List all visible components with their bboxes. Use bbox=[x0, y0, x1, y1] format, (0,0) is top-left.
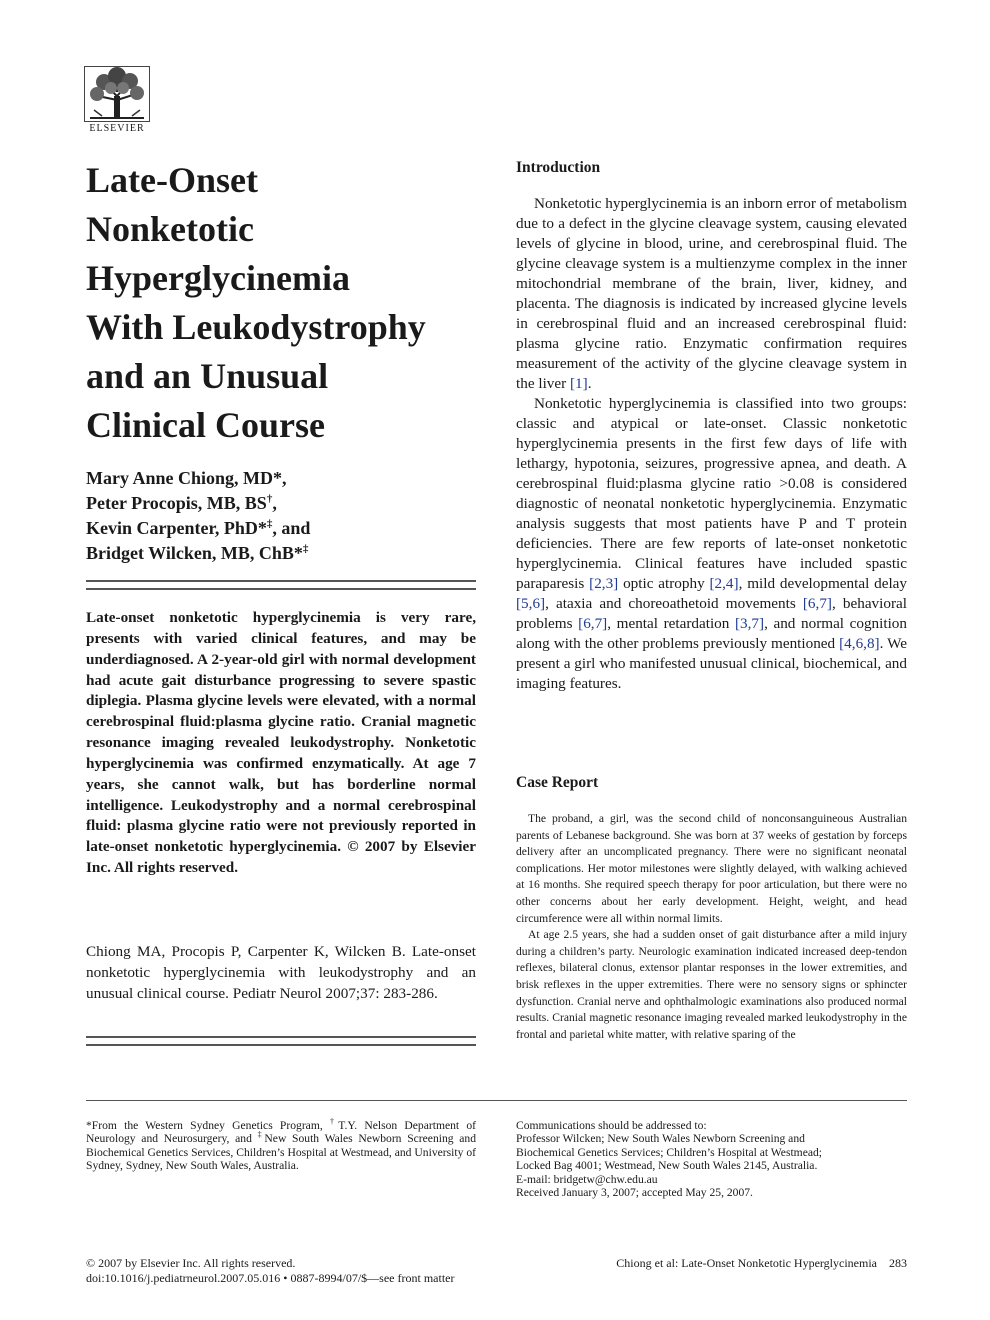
author-list bbox=[86, 466, 486, 566]
abstract: Late-onset nonketotic hyperglycinemia is very rare, presents with varied clinical features, and may be underdiagnosed. A 2-year-old girl with normal development had acute gait disturbance progressing to severe spastic diplegia. Plasma glycine levels were elevated, with a normal cerebrospinal fluid:plasma glycine ratio. Cranial magnetic resonance imaging revealed leukodystrophy. Nonketotic hyperglycinemia was confirmed enzymatically. At age 7 years, she cannot walk, but has borderline normal intelligence. Leukodystrophy and a normal cerebrospinal fluid: plasma glycine ratio were not previously reported in late-onset nonketotic hyperglycinemia. © 2007 by Elsevier Inc. All rights reserved. bbox=[86, 609, 476, 877]
doi[interactable]: doi:10.1016/j.pediatrneurol.2007.05.016 • 0887-8994/07/$—see front matter bbox=[86, 1270, 455, 1285]
title-line: With Leukodystrophy bbox=[86, 307, 426, 347]
case-report-body bbox=[516, 811, 907, 1043]
reference-link[interactable]: [3,7] bbox=[734, 615, 765, 632]
received-line: Received January 3, 2007; accepted May 25, 2007. bbox=[516, 1186, 753, 1200]
section-heading-case-report: Case Report bbox=[516, 774, 599, 791]
article-title bbox=[86, 156, 486, 450]
author: Bridget Wilcken, MB, ChB*‡ bbox=[86, 543, 309, 563]
reference-link[interactable]: [5,6] bbox=[516, 595, 546, 612]
reference-link[interactable]: [6,7] bbox=[802, 595, 832, 612]
paragraph: Nonketotic hyperglycinemia is classified into two groups: classic and atypical or late-onset. Classic nonketotic hyperglycinemia presents in the first few days of life with lethargy, hypotonia, seizures, progressive apnea, and death. A cerebrospinal fluid:plasma glycine ratio >0.08 is considered diagnostic of neonatal nonketotic hyperglycinemia. Enzymatic analysis suggests that most patients have P and T protein deficiencies. There are few reports of late-onset nonketotic hyperglycinemia. Clinical features have included spastic paraparesis [2,3] optic atrophy [2,4], mild developmental delay [5,6], ataxia and choreoathetoid movements [6,7], behavioral problems [6,7], mental retardation [3,7], and normal cognition along with the other problems previously mentioned [4,6,8]. We present a girl who manifested unusual clinical, biochemical, and imaging features. bbox=[516, 395, 908, 692]
title-line: and an Unusual bbox=[86, 356, 329, 396]
page-footer-left bbox=[86, 1256, 516, 1285]
page-number: 283 bbox=[889, 1256, 907, 1270]
correspondence-line: Locked Bag 4001; Westmead, New South Wales 2145, Australia. bbox=[516, 1159, 818, 1173]
paragraph: The proband, a girl, was the second child of nonconsanguineous Australian parents of Lebanese background. She was born at 37 weeks of gestation by forceps delivery after an uncomplicated pregnancy. There were no significant neonatal complications. Her motor milestones were slightly delayed, with walking achieved at 16 months. She required speech therapy for poor articulation, but there were no other concerns about her early development. Height, weight, and head circumference were all within normal limits. bbox=[516, 812, 907, 925]
reference-link[interactable]: [2,3] bbox=[589, 575, 619, 592]
reference-link[interactable]: [4,6,8] bbox=[839, 635, 880, 652]
correspondence-line: Communications should be addressed to: bbox=[516, 1119, 707, 1132]
elsevier-tree-icon bbox=[84, 66, 150, 122]
title-line: Late-Onset bbox=[86, 160, 258, 200]
reference-link[interactable]: [6,7] bbox=[578, 615, 608, 632]
correspondence-line: Professor Wilcken; New South Wales Newborn Screening and bbox=[516, 1132, 805, 1146]
reference-link[interactable]: [2,4] bbox=[709, 575, 739, 592]
running-footer: Chiong et al: Late-Onset Nonketotic Hyperglycinemia bbox=[616, 1256, 877, 1270]
publisher-logo bbox=[84, 66, 150, 134]
divider-rule bbox=[86, 580, 476, 590]
paragraph: At age 2.5 years, she had a sudden onset of gait disturbance after a mild injury during a children’s party. Neurologic examination indicated increased deep-tendon reflexes, bilateral clonus, extensor plantar responses in the lower extremities, and brisk reflexes in the upper extremities. There were no sensory signs or sphincter dysfunction. Cranial nerve and ophthalmologic examinations also produced normal results. Cranial magnetic resonance imaging revealed marked leukodystrophy in the frontal and parietal white matter, with relative sparing of the bbox=[516, 928, 907, 1041]
correspondence-line: Biochemical Genetics Services; Children’s Hospital at Westmead; bbox=[516, 1145, 823, 1159]
footnote-rule bbox=[86, 1100, 907, 1101]
title-line: Nonketotic bbox=[86, 209, 254, 249]
correspondence-footnote bbox=[516, 1119, 907, 1199]
author: Kevin Carpenter, PhD*‡, and bbox=[86, 518, 311, 538]
email-line[interactable]: E-mail: bridgetw@chw.edu.au bbox=[516, 1172, 658, 1186]
paragraph: Nonketotic hyperglycinemia is an inborn error of metabolism due to a defect in the glycine cleavage system, causing elevated levels of glycine in blood, urine, and cerebrospinal fluid. The glycine cleavage system is a multienzyme complex in the inner mitochondrial membrane of the brain, liver, kidney, and placenta. The diagnosis is indicated by increased glycine levels in cerebrospinal fluid and an increased cerebrospinal fluid: plasma glycine ratio. Enzymatic confirmation requires measurement of the activity of the glycine cleavage system in the liver [1]. bbox=[516, 195, 907, 392]
affiliation-footnote: *From the Western Sydney Genetics Program, †T.Y. Nelson Department of Neurology and Neurosurgery, and ‡New South Wales Newborn Screening and Biochemical Genetics Services, Children’s Hospital at Westmead, and University of Sydney, Sydney, New South Wales, Australia. bbox=[86, 1117, 477, 1173]
page-footer-right bbox=[560, 1256, 907, 1271]
introduction-body bbox=[516, 194, 907, 694]
citation: Chiong MA, Procopis P, Carpenter K, Wilcken B. Late-onset nonketotic hyperglycinemia with leukodystrophy and an unusual clinical course. Pediatr Neurol 2007;37: 283-286. bbox=[86, 943, 476, 1002]
divider-rule bbox=[86, 1036, 476, 1046]
publisher-name: ELSEVIER bbox=[89, 123, 145, 134]
title-line: Clinical Course bbox=[86, 405, 325, 445]
copyright: © 2007 by Elsevier Inc. All rights reserved. bbox=[86, 1256, 296, 1270]
author: Mary Anne Chiong, MD*, bbox=[86, 468, 287, 488]
author: Peter Procopis, MB, BS†, bbox=[86, 493, 277, 513]
reference-link[interactable]: [1] bbox=[569, 375, 588, 392]
section-heading-introduction: Introduction bbox=[516, 159, 601, 176]
title-line: Hyperglycinemia bbox=[86, 258, 350, 298]
